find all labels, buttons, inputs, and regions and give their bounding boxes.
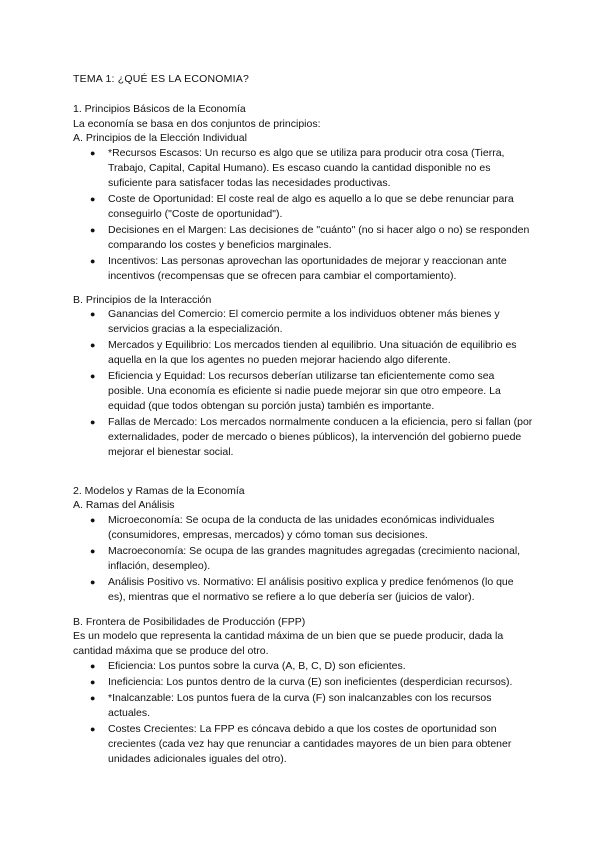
section-2-heading: 2. Modelos y Ramas de la Economía [73, 485, 245, 497]
list-item-text: Fallas de Mercado: Los mercados normalmente conducen a la eficiencia, pero si fallan (por externalidades, poder de mercado o bienes públicos), la intervención del gobierno puede mejorar el bienestar social. [108, 416, 533, 458]
bullet-icon: ● [90, 371, 96, 381]
list-item-text: Eficiencia: Los puntos sobre la curva (A, B, C, D) son eficientes. [108, 660, 406, 672]
list-item-text: Ineficiencia: Los puntos dentro de la curva (E) son ineficientes (desperdician recursos). [108, 676, 513, 688]
section-1a-heading: A. Principios de la Elección Individual [73, 132, 247, 144]
bullet-icon: ● [90, 309, 96, 319]
list-item-text: *Inalcanzable: Los puntos fuera de la curva (F) son inalcanzables con los recursos actuales. [108, 692, 492, 719]
list-item-text: Eficiencia y Equidad: Los recursos deberían utilizarse tan eficientemente como sea posible. Una economía es eficiente si nadie puede mejorar sin que otro empeore. La equidad (que todos obtengan su porción justa) también es importante. [108, 370, 501, 412]
list-item [73, 307, 533, 337]
list-item-text: Costes Crecientes: La FPP es cóncava debido a que los costes de oportunidad son crecientes (cada vez hay que renunciar a cantidades mayores de un bien para obtener unidades adicionales iguales del otro). [108, 723, 512, 765]
bullet-icon: ● [90, 661, 96, 671]
bullet-icon: ● [90, 724, 96, 734]
list-item-text: Ganancias del Comercio: El comercio permite a los individuos obtener más bienes y servicios gracias a la especialización. [108, 308, 500, 335]
list-item [73, 192, 533, 222]
list-item [73, 254, 533, 284]
bullet-icon: ● [90, 546, 96, 556]
bullet-icon: ● [90, 340, 96, 350]
list-item-text: Macroeconomía: Se ocupa de las grandes magnitudes agregadas (crecimiento nacional, inflación, desempleo). [108, 545, 521, 572]
list-item-text: Decisiones en el Margen: Las decisiones de "cuánto" (no si hacer algo o no) se responden comparando los costes y beneficios marginales. [108, 224, 530, 251]
list-item [73, 513, 533, 543]
bullet-icon: ● [90, 677, 96, 687]
bullet-icon: ● [90, 515, 96, 525]
bullet-icon: ● [90, 194, 96, 204]
list-item [73, 223, 533, 253]
bullet-icon: ● [90, 693, 96, 703]
list-item [73, 675, 533, 690]
list-item [73, 575, 533, 605]
section-1b-heading: B. Principios de la Interacción [73, 294, 212, 306]
section-1-intro: La economía se basa en dos conjuntos de principios: [73, 118, 321, 130]
list-item [73, 722, 533, 767]
section-2a-list [73, 513, 533, 606]
section-1b-list [73, 307, 533, 461]
section-2b-intro: Es un modelo que representa la cantidad máxima de un bien que se puede producir, dada la cantidad máxima que se produce del otro. [73, 630, 504, 657]
list-item-text: Incentivos: Las personas aprovechan las oportunidades de mejorar y reaccionan ante incentivos (recompensas que se ofrecen para cambiar el comportamiento). [108, 255, 507, 282]
list-item [73, 544, 533, 574]
list-item-text: *Recursos Escasos: Un recurso es algo que se utiliza para producir otra cosa (Tierra, Trabajo, Capital, Capital Humano). Es escaso cuando la cantidad disponible no es suficiente para satisfacer todas las necesidades productivas. [108, 147, 505, 189]
section-2b-heading: B. Frontera de Posibilidades de Producción (FPP) [73, 616, 306, 628]
list-item-text: Análisis Positivo vs. Normativo: El análisis positivo explica y predice fenómenos (lo que es), mientras que el normativo se refiere a lo que debería ser (juicios de valor). [108, 576, 514, 603]
bullet-icon: ● [90, 417, 96, 427]
bullet-icon: ● [90, 148, 96, 158]
bullet-icon: ● [90, 256, 96, 266]
list-item [73, 691, 533, 721]
list-item-text: Coste de Oportunidad: El coste real de algo es aquello a lo que se debe renunciar para conseguirlo ("Coste de oportunidad"). [108, 193, 514, 220]
list-item [73, 338, 533, 368]
list-item-text: Mercados y Equilibrio: Los mercados tienden al equilibrio. Una situación de equilibrio es aquella en la que los agentes no pueden mejorar haciendo algo diferente. [108, 339, 517, 366]
list-item [73, 146, 533, 191]
section-2a-heading: A. Ramas del Análisis [73, 499, 175, 511]
bullet-icon: ● [90, 225, 96, 235]
list-item [73, 415, 533, 460]
list-item-text: Microeconomía: Se ocupa de la conducta de las unidades económicas individuales (consumidores, empresas, mercados) y cómo toman sus decisiones. [108, 514, 495, 541]
section-2b-list [73, 659, 533, 768]
section-1a-list [73, 146, 533, 285]
document-title: TEMA 1: ¿QUÉ ES LA ECONOMIA? [73, 73, 249, 85]
bullet-icon: ● [90, 577, 96, 587]
list-item [73, 659, 533, 674]
list-item [73, 369, 533, 414]
section-1-heading: 1. Principios Básicos de la Economía [73, 103, 246, 115]
